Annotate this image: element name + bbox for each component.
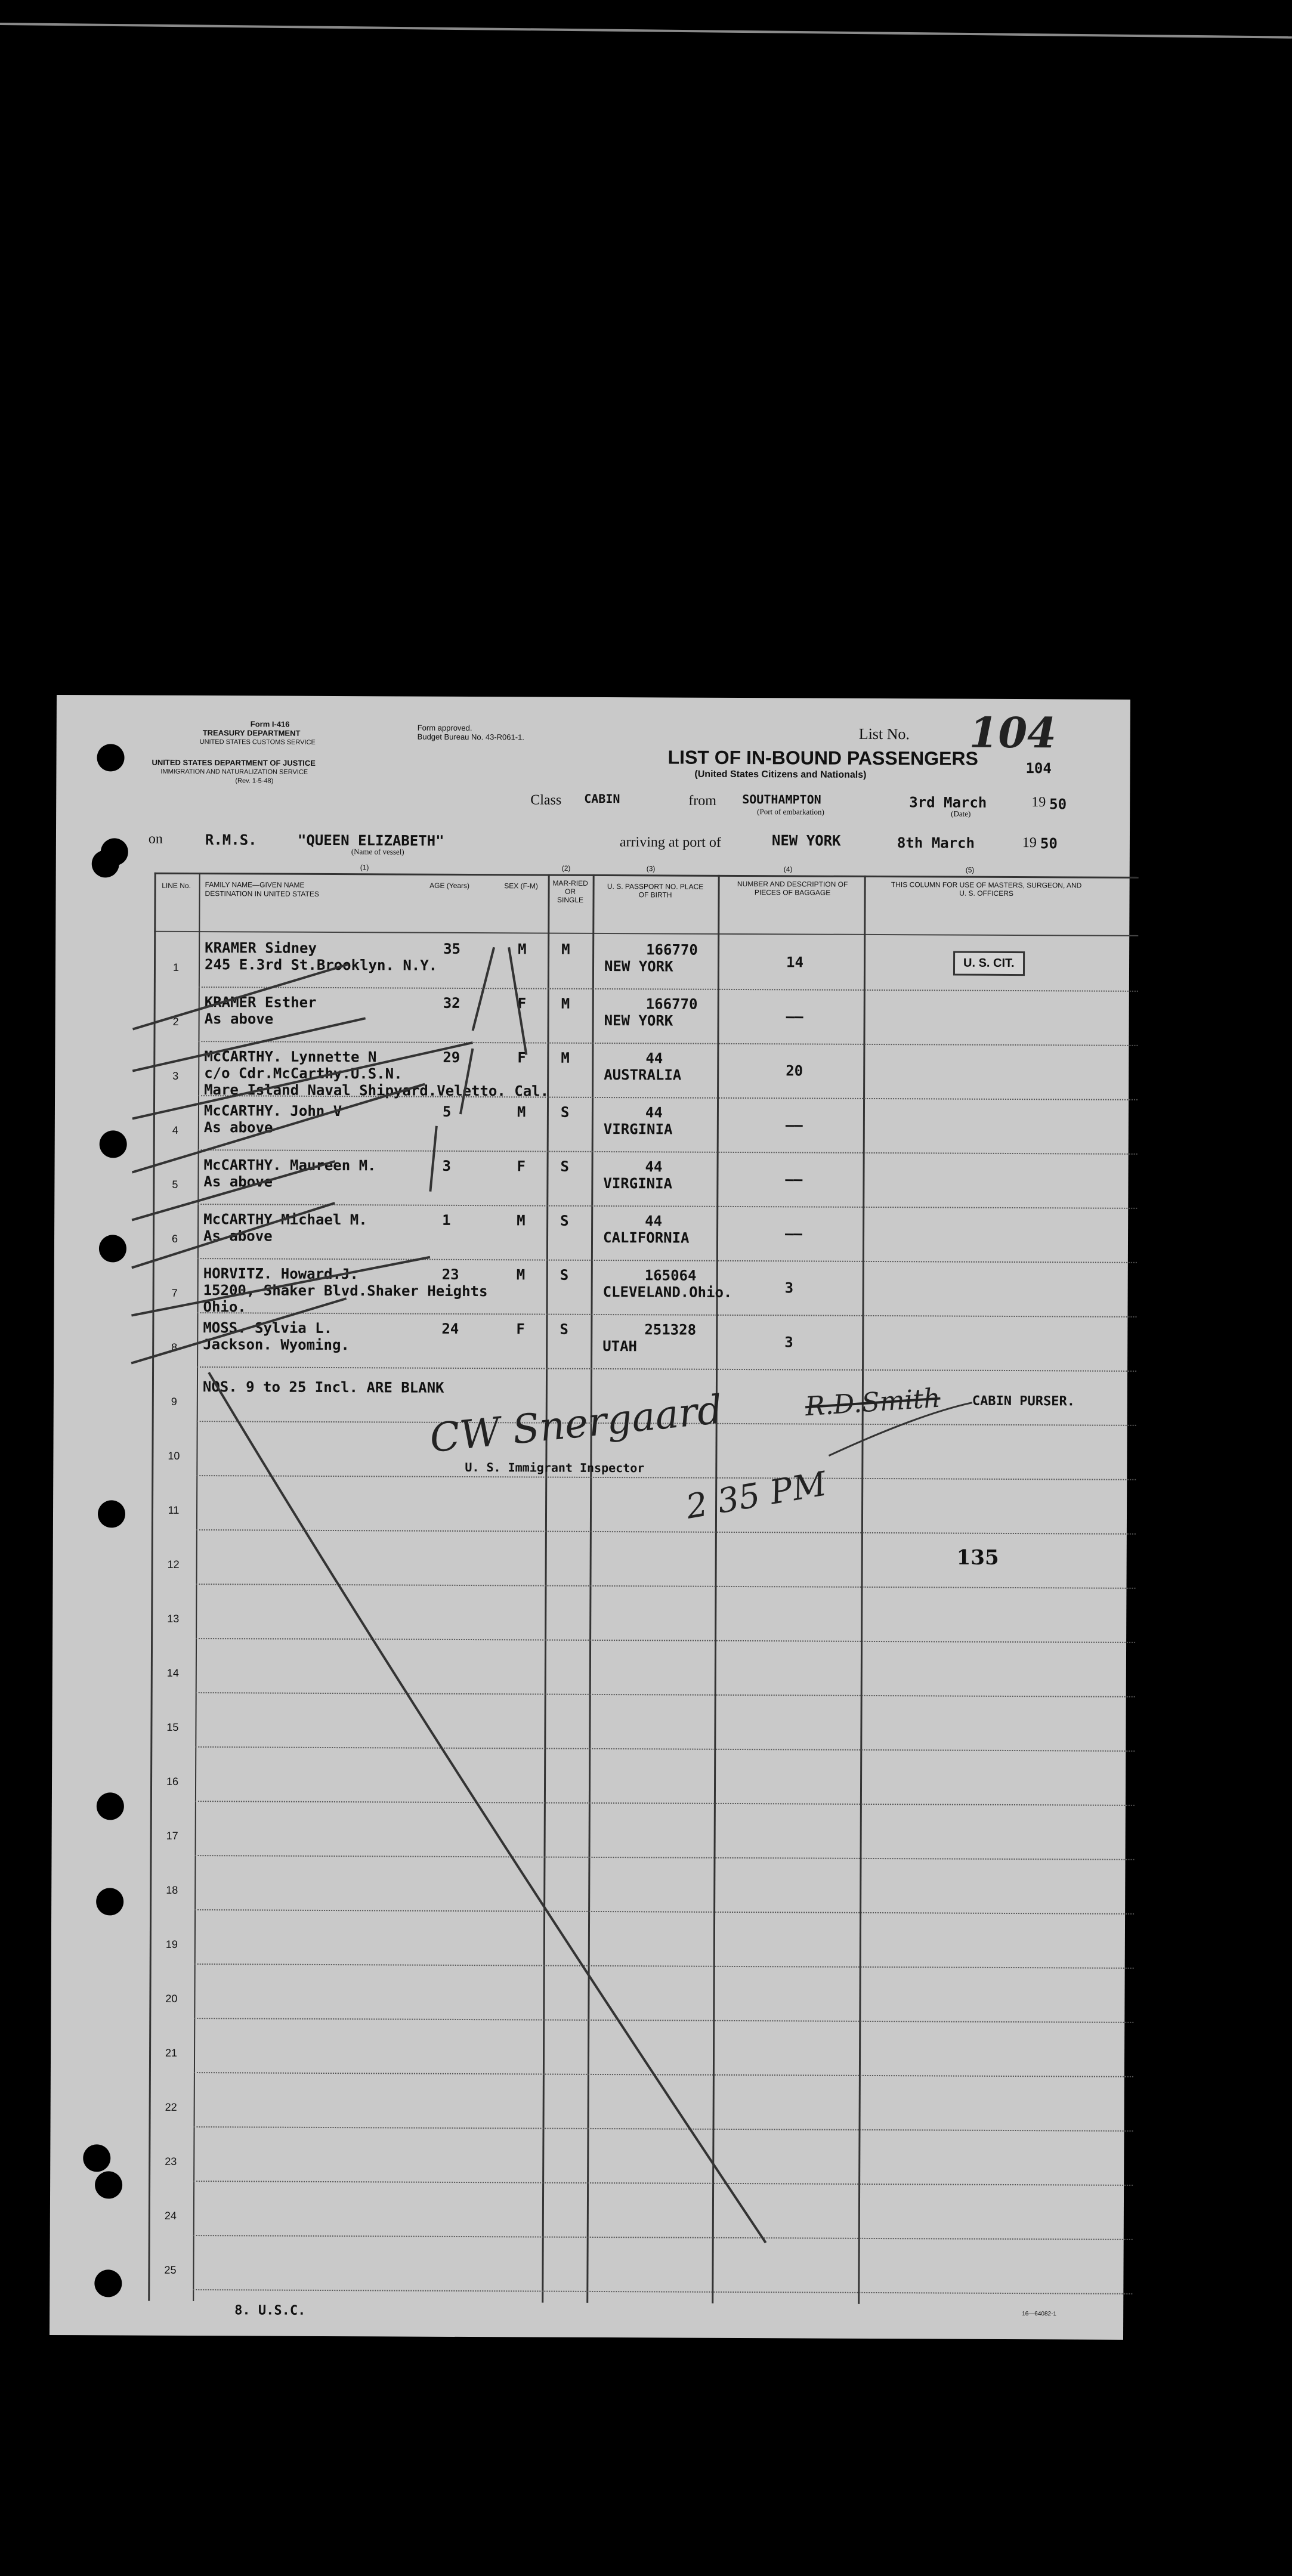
passenger-sex: F [516,1321,525,1338]
passenger-age: 5 [442,1103,452,1120]
passenger-name: McCARTHY Michael M. [203,1211,367,1229]
line-number: 2 [172,1015,179,1028]
passenger-name: MOSS. Sylvia L. [203,1319,333,1337]
baggage-count: 3 [784,1279,794,1297]
passport-number: 166770 [646,941,698,958]
passenger-sex: M [516,1266,526,1284]
arrival-year-prefix: 19 [1022,835,1037,851]
passenger-marital-status: M [561,1049,570,1066]
treasury-dept: TREASURY DEPARTMENT [202,728,301,738]
line-number: 11 [168,1504,180,1516]
line-number: 15 [166,1721,179,1733]
list-no-label: List No. [858,725,910,743]
from-value: SOUTHAMPTON [742,792,821,807]
passenger-marital-status: S [560,1266,569,1284]
arrival-year: 50 [1040,835,1058,852]
passenger-age: 3 [442,1157,452,1174]
passenger-name: KRAMER Esther [204,994,317,1011]
passenger-age: 35 [443,940,461,957]
line-number: 13 [167,1612,180,1625]
col-sex: SEX (F-M) [504,882,538,890]
line-number: 8 [171,1341,178,1353]
line-number: 19 [165,1938,178,1950]
year-prefix: 19 [1031,794,1046,811]
passenger-sex: M [518,941,527,958]
line-number: 3 [172,1069,179,1082]
year-value: 50 [1049,796,1067,813]
line-number: 21 [165,2046,178,2059]
passenger-name: McCARTHY. Maureen M. [203,1156,376,1174]
line-number: 23 [165,2155,177,2167]
line-number: 18 [166,1884,178,1896]
customs-service: UNITED STATES CUSTOMS SERVICE [199,738,316,746]
passenger-sex: M [517,1212,526,1229]
passenger-name: McCARTHY. Lynnette N [204,1048,377,1066]
class-label: Class [530,792,562,808]
form-number: Form I-416 [250,719,290,729]
cancellation-strokes [50,695,1130,2340]
arrival-date: 8th March [897,834,975,852]
baggage-count: 3 [784,1334,793,1351]
destination-line2: Ohio. [203,1298,246,1316]
us-citizen-stamp: U. S. CIT. [953,951,1025,976]
place-of-birth: VIRGINIA [603,1121,673,1138]
passport-number: 166770 [645,995,698,1013]
line-number: 22 [165,2101,177,2113]
line-number: 10 [168,1449,180,1462]
passenger-age: 1 [442,1211,451,1229]
place-of-birth: NEW YORK [604,1012,673,1029]
arriving-label: arriving at port of [619,834,721,851]
destination-line2: Mare Island Naval Shipyard.Veletto. Cal. [204,1081,549,1100]
destination: As above [204,1010,274,1028]
col-married: MAR-RIED OR SINGLE [552,879,588,904]
passenger-manifest-sheet [50,695,1130,2340]
col-num-1: (1) [360,863,369,872]
place-of-birth: UTAH [602,1338,638,1355]
from-label: from [688,793,716,809]
destination: c/o Cdr.McCarthy.U.S.N. [204,1065,403,1083]
line-number: 5 [172,1178,178,1190]
line-number: 16 [166,1775,179,1788]
passport-number: 44 [645,1104,663,1121]
passenger-sex: F [517,1158,526,1175]
col-num-4: (4) [783,865,793,874]
place-of-birth: VIRGINIA [603,1175,673,1192]
destination: Jackson. Wyoming. [203,1336,350,1354]
line-number: 7 [171,1287,178,1299]
line-number: 24 [164,2209,177,2222]
form-approved: Form approved. [417,723,472,733]
destination: As above [203,1173,273,1190]
place-of-birth: CALIFORNIA [602,1229,690,1247]
purser-signature: R.D.Smith [804,1383,942,1422]
ins-label: IMMIGRATION AND NATURALIZATION SERVICE [160,768,308,776]
line-number: 4 [172,1124,178,1136]
rev-date: (Rev. 1-5-48) [235,777,274,785]
justice-dept: UNITED STATES DEPARTMENT OF JUSTICE [152,757,316,768]
passenger-age: 24 [441,1320,459,1337]
passport-number: 44 [645,1158,663,1176]
col-num-2: (2) [561,864,571,873]
line-number: 1 [172,961,180,973]
baggage-count: 14 [786,954,804,971]
passenger-marital-status: S [560,1321,568,1338]
destination: As above [203,1119,273,1136]
baggage-count: —— [785,1225,803,1242]
inspector-title: U. S. Immigrant Inspector [465,1459,645,1476]
col-destination: DESTINATION IN UNITED STATES [205,889,319,898]
inspector-signature: CW Snergaard [428,1386,725,1462]
vessel-label: (Name of vessel) [351,847,404,856]
passenger-age: 32 [443,994,460,1012]
time-handwritten: 2 35 PM [683,1464,830,1527]
passport-number: 44 [645,1050,663,1067]
line-number: 6 [171,1232,178,1245]
page-title: LIST OF IN-BOUND PASSENGERS [667,746,978,769]
list-no-handwritten: 104 [969,707,1057,758]
arrival-port: NEW YORK [771,832,841,849]
col-line-no: LINE No. [162,881,191,890]
place-of-birth: AUSTRALIA [604,1066,682,1084]
line-number: 14 [166,1666,179,1679]
passenger-marital-status: S [560,1103,570,1121]
date-label: (Date) [951,809,971,818]
passport-number: 44 [645,1213,663,1230]
print-code: 16—64082-1 [1022,2311,1057,2318]
passenger-name: McCARTHY. John V [203,1102,342,1120]
on-label: on [148,831,163,847]
passenger-age: 23 [441,1266,459,1283]
destination: 245 E.3rd St.Brooklyn. N.Y. [204,956,438,974]
col-family-name: FAMILY NAME—GIVEN NAME [205,880,305,889]
list-no-stamped: 104 [1025,760,1052,777]
budget-bureau: Budget Bureau No. 43-R061-1. [417,732,524,742]
place-of-birth: NEW YORK [604,958,673,975]
col-passport: U. S. PASSPORT NO. PLACE OF BIRTH [607,882,704,899]
baggage-count: 20 [786,1062,803,1080]
purser-title: CABIN PURSER. [972,1393,1075,1409]
passenger-marital-status: M [561,995,570,1012]
line-number: 17 [166,1829,178,1842]
scan-edge-line [0,23,1292,39]
destination: As above [203,1227,273,1245]
passenger-sex: M [517,1103,526,1121]
line-number: 12 [167,1558,180,1570]
baggage-count: —— [785,1171,803,1188]
class-value: CABIN [584,791,620,806]
passenger-marital-status: S [560,1212,569,1229]
port-embark-label: (Port of embarkation) [757,807,824,817]
col-age: AGE (Years) [429,881,470,890]
passenger-sex: F [517,1049,526,1066]
destination: 15200, Shaker Blvd.Shaker Heights [203,1282,488,1300]
footer-usc: 8. U.S.C. [234,2303,306,2318]
passport-number: 251328 [644,1321,697,1338]
line-number: 25 [164,2263,177,2276]
page-subtitle: (United States Citizens and Nationals) [694,769,867,780]
place-of-birth: CLEVELAND.Ohio. [602,1284,732,1301]
passenger-marital-status: S [560,1158,570,1175]
passenger-name: KRAMER Sidney [205,939,317,957]
passport-number: 165064 [644,1267,697,1284]
depart-date: 3rd March [909,794,987,811]
vessel-name: "QUEEN ELIZABETH" [297,831,444,849]
line-number: 20 [165,1992,178,2005]
baggage-count: —— [785,1117,803,1134]
blank-lines-note: NOS. 9 to 25 Incl. ARE BLANK [202,1378,444,1396]
baggage-count: —— [786,1008,803,1025]
passenger-name: HORVITZ. Howard.J. [203,1265,358,1283]
col-officers: THIS COLUMN FOR USE OF MASTERS, SURGEON, AND U. S. OFFICERS [891,880,1082,898]
col-baggage: NUMBER AND DESCRIPTION OF PIECES OF BAGGAGE [737,879,848,897]
passenger-sex: F [517,995,527,1012]
vessel-prefix: R.M.S. [205,831,257,849]
passenger-marital-status: M [561,941,570,958]
line-number: 9 [171,1395,177,1408]
col-num-5: (5) [965,865,975,874]
col-num-3: (3) [646,864,656,873]
count-135: 135 [956,1545,999,1570]
passenger-age: 29 [443,1049,460,1066]
